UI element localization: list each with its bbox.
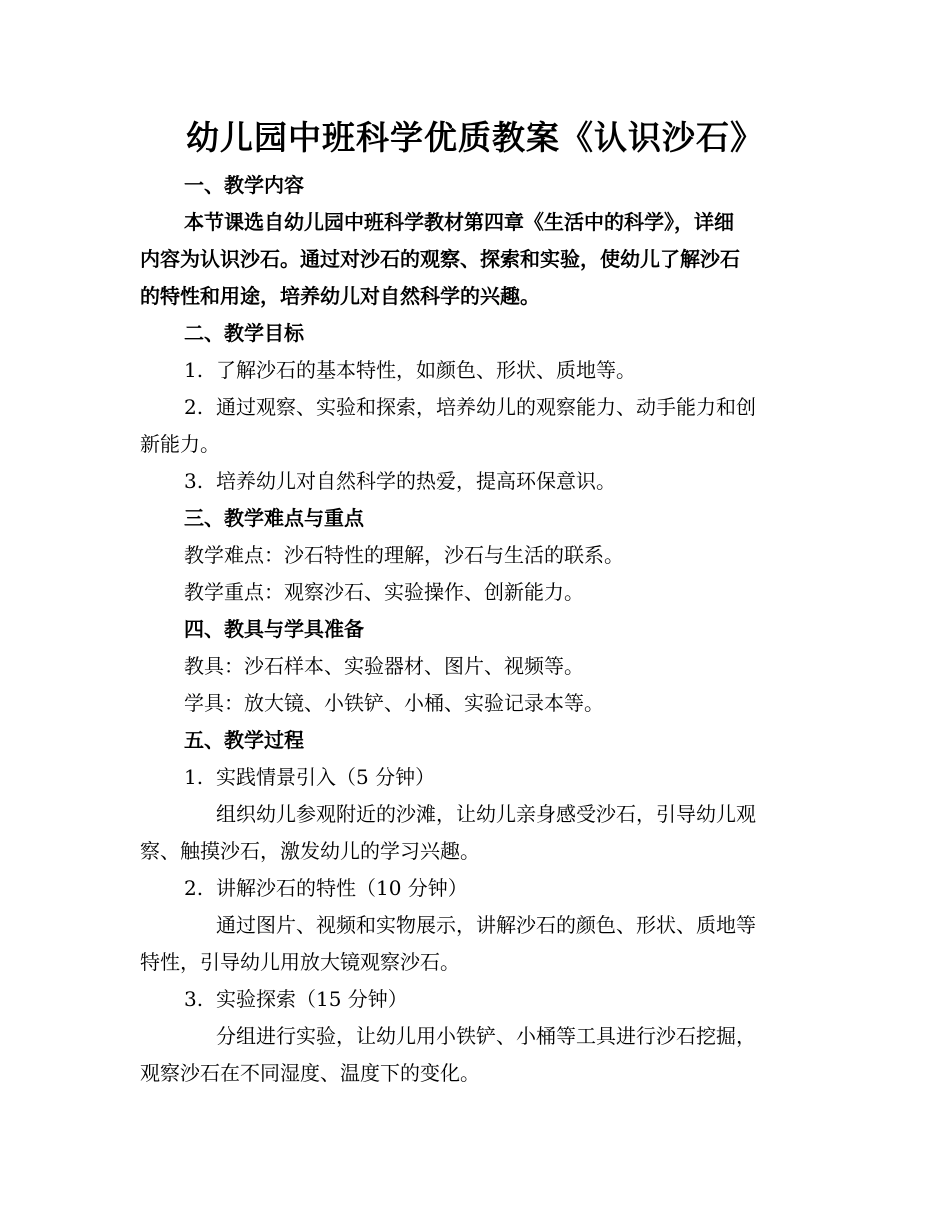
teaching-aids: 教具：沙石样本、实验器材、图片、视频等。 (184, 654, 584, 678)
step-title: 讲解沙石的特性（10 分钟） (216, 876, 468, 900)
step-number: 2. (184, 876, 204, 900)
goal-text-continued: 新能力。 (140, 432, 220, 456)
section-heading-goals: 二、教学目标 (184, 321, 304, 345)
process-step-title (184, 874, 468, 902)
goal-item (184, 393, 756, 421)
goal-number: 2. (184, 395, 204, 419)
process-step-line: 通过图片、视频和实物展示，讲解沙石的颜色、形状、质地等 (216, 913, 756, 937)
process-step-title (184, 763, 435, 791)
section-heading-materials: 四、教具与学具准备 (184, 617, 364, 641)
goal-text: 通过观察、实验和探索，培养幼儿的观察能力、动手能力和创 (216, 395, 756, 419)
goal-number: 3. (184, 469, 204, 493)
process-step-line: 察、触摸沙石，激发幼儿的学习兴趣。 (140, 839, 480, 863)
process-step-line: 观察沙石在不同湿度、温度下的变化。 (140, 1061, 480, 1085)
goal-item (184, 356, 636, 384)
document-title: 幼儿园中班科学优质教案《认识沙石》 (186, 118, 764, 157)
content-paragraph-line: 本节课选自幼儿园中班科学教材第四章《生活中的科学》，详细 (184, 210, 734, 234)
content-paragraph-line: 内容为认识沙石。通过对沙石的观察、探索和实验，使幼儿了解沙石 (140, 247, 740, 271)
section-heading-difficulties: 三、教学难点与重点 (184, 506, 364, 530)
goal-text: 了解沙石的基本特性，如颜色、形状、质地等。 (216, 358, 636, 382)
step-number: 1. (184, 765, 204, 789)
teaching-key-points: 教学重点：观察沙石、实验操作、创新能力。 (184, 580, 584, 604)
process-step-line: 特性，引导幼儿用放大镜观察沙石。 (140, 950, 460, 974)
process-step-line: 组织幼儿参观附近的沙滩，让幼儿亲身感受沙石，引导幼儿观 (216, 802, 756, 826)
process-step-title (184, 985, 408, 1013)
section-heading-process: 五、教学过程 (184, 728, 304, 752)
teaching-difficulty: 教学难点：沙石特性的理解，沙石与生活的联系。 (184, 543, 624, 567)
goal-item (184, 467, 616, 495)
content-paragraph-line: 的特性和用途，培养幼儿对自然科学的兴趣。 (140, 284, 540, 308)
goal-number: 1. (184, 358, 204, 382)
process-step-line: 分组进行实验，让幼儿用小铁铲、小桶等工具进行沙石挖掘， (216, 1024, 756, 1048)
step-title: 实践情景引入（5 分钟） (216, 765, 436, 789)
step-title: 实验探索（15 分钟） (216, 987, 408, 1011)
section-heading-content: 一、教学内容 (184, 173, 304, 197)
goal-text: 培养幼儿对自然科学的热爱，提高环保意识。 (216, 469, 616, 493)
step-number: 3. (184, 987, 204, 1011)
learning-aids: 学具：放大镜、小铁铲、小桶、实验记录本等。 (184, 691, 604, 715)
